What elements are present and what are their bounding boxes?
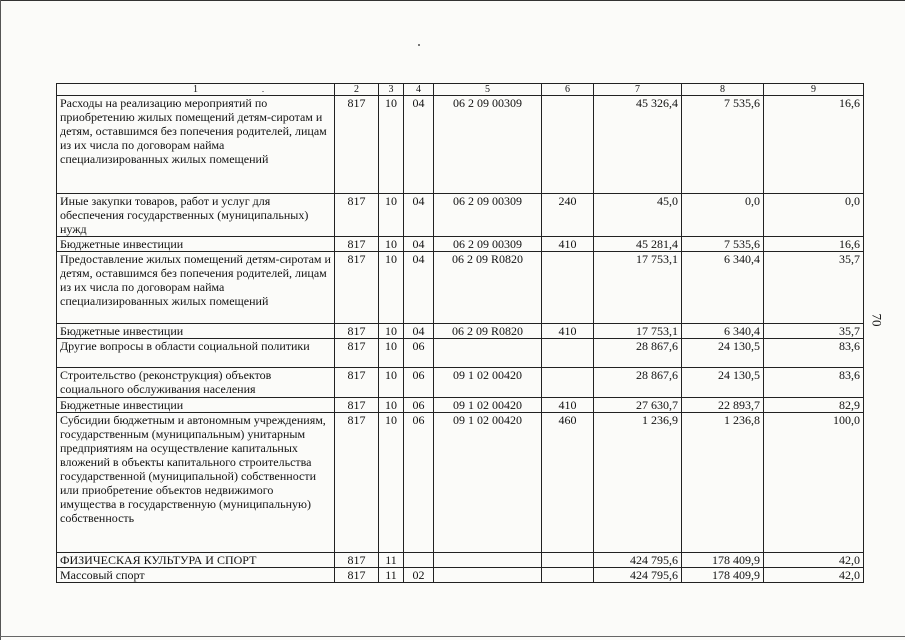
- row-name: Иные закупки товаров, работ и услуг для обеспечения государственных (муниципальных) нужд: [57, 194, 335, 237]
- row-name: Бюджетные инвестиции: [57, 398, 335, 413]
- page-number: 70: [869, 313, 885, 327]
- cell-target-article: 06 2 09 00309: [434, 194, 542, 237]
- cell-section: 10: [379, 413, 404, 553]
- cell-subsection: 06: [404, 368, 434, 398]
- cell-section: 10: [379, 252, 404, 324]
- cell-percent: 100,0: [764, 413, 864, 553]
- cell-expense-type: [542, 96, 594, 194]
- row-name: Субсидии бюджетным и автономным учреждениям, государственным (муниципальным) унитарным предприятиям на осуществление капитальных вложений в объекты капитального строительства государственной (муниципальной) собственности или приобретение объектов недвижимого имущества в государственную (муниципальную) собственность: [57, 413, 335, 553]
- cell-expense-type: [542, 252, 594, 324]
- cell-target-article: [434, 553, 542, 568]
- table-row: [57, 553, 864, 568]
- row-name: Бюджетные инвестиции: [57, 324, 335, 339]
- cell-percent: 0,0: [764, 194, 864, 237]
- cell-actual: 24 130,5: [682, 339, 764, 368]
- cell-plan: 45 281,4: [594, 237, 682, 252]
- cell-section: 10: [379, 194, 404, 237]
- cell-plan: 28 867,6: [594, 339, 682, 368]
- cell-percent: 42,0: [764, 568, 864, 583]
- cell-section: 10: [379, 96, 404, 194]
- cell-admin-code: 817: [335, 413, 379, 553]
- table-header-row: [57, 84, 864, 96]
- cell-actual: 6 340,4: [682, 252, 764, 324]
- cell-subsection: 06: [404, 339, 434, 368]
- cell-percent: 83,6: [764, 339, 864, 368]
- cell-section: 10: [379, 324, 404, 339]
- table-row: [57, 368, 864, 398]
- cell-expense-type: [542, 568, 594, 583]
- cell-percent: 35,7: [764, 252, 864, 324]
- cell-admin-code: 817: [335, 252, 379, 324]
- column-header: 9: [764, 84, 864, 96]
- table-row: [57, 398, 864, 413]
- cell-subsection: 04: [404, 324, 434, 339]
- cell-expense-type: 410: [542, 324, 594, 339]
- cell-percent: 16,6: [764, 237, 864, 252]
- cell-subsection: [404, 553, 434, 568]
- cell-expense-type: [542, 553, 594, 568]
- cell-section: 10: [379, 368, 404, 398]
- cell-admin-code: 817: [335, 553, 379, 568]
- table-row: [57, 324, 864, 339]
- cell-actual: 1 236,8: [682, 413, 764, 553]
- cell-actual: 7 535,6: [682, 96, 764, 194]
- cell-admin-code: 817: [335, 194, 379, 237]
- cell-expense-type: 410: [542, 398, 594, 413]
- budget-table: [56, 83, 864, 583]
- cell-subsection: 04: [404, 237, 434, 252]
- column-header: 6: [542, 84, 594, 96]
- cell-actual: 0,0: [682, 194, 764, 237]
- cell-expense-type: 410: [542, 237, 594, 252]
- table-row: [57, 339, 864, 368]
- cell-plan: 17 753,1: [594, 252, 682, 324]
- cell-percent: 82,9: [764, 398, 864, 413]
- cell-target-article: 09 1 02 00420: [434, 413, 542, 553]
- scan-edge-top: [0, 0, 905, 1]
- row-name: Другие вопросы в области социальной политики: [57, 339, 335, 368]
- cell-expense-type: 460: [542, 413, 594, 553]
- cell-percent: 83,6: [764, 368, 864, 398]
- cell-section: 10: [379, 398, 404, 413]
- table-row: [57, 252, 864, 324]
- cell-plan: 27 630,7: [594, 398, 682, 413]
- cell-percent: 42,0: [764, 553, 864, 568]
- cell-admin-code: 817: [335, 398, 379, 413]
- cell-expense-type: [542, 339, 594, 368]
- cell-target-article: 09 1 02 00420: [434, 398, 542, 413]
- scan-edge-left: [0, 0, 1, 640]
- cell-plan: 45 326,4: [594, 96, 682, 194]
- cell-actual: 22 893,7: [682, 398, 764, 413]
- cell-actual: 6 340,4: [682, 324, 764, 339]
- cell-admin-code: 817: [335, 339, 379, 368]
- table-row: [57, 568, 864, 583]
- cell-plan: 424 795,6: [594, 553, 682, 568]
- cell-subsection: 04: [404, 252, 434, 324]
- cell-subsection: 06: [404, 398, 434, 413]
- column-header: 4: [404, 84, 434, 96]
- cell-admin-code: 817: [335, 324, 379, 339]
- scan-speck: [418, 44, 420, 46]
- cell-plan: 28 867,6: [594, 368, 682, 398]
- cell-actual: 24 130,5: [682, 368, 764, 398]
- cell-percent: 35,7: [764, 324, 864, 339]
- column-header: 3: [379, 84, 404, 96]
- cell-section: 11: [379, 568, 404, 583]
- cell-section: 11: [379, 553, 404, 568]
- cell-subsection: 04: [404, 96, 434, 194]
- cell-plan: 1 236,9: [594, 413, 682, 553]
- column-header: 5: [434, 84, 542, 96]
- cell-section: 10: [379, 339, 404, 368]
- cell-target-article: 06 2 09 00309: [434, 96, 542, 194]
- cell-section: 10: [379, 237, 404, 252]
- cell-plan: 424 795,6: [594, 568, 682, 583]
- cell-actual: 178 409,9: [682, 568, 764, 583]
- cell-target-article: 06 2 09 R0820: [434, 252, 542, 324]
- cell-actual: 178 409,9: [682, 553, 764, 568]
- cell-admin-code: 817: [335, 368, 379, 398]
- column-header: 8: [682, 84, 764, 96]
- cell-target-article: 06 2 09 R0820: [434, 324, 542, 339]
- cell-plan: 17 753,1: [594, 324, 682, 339]
- table-row: [57, 413, 864, 553]
- cell-subsection: 04: [404, 194, 434, 237]
- row-name: Массовый спорт: [57, 568, 335, 583]
- table-row: [57, 194, 864, 237]
- row-name: Строительство (реконструкция) объектов социального обслуживания населения: [57, 368, 335, 398]
- cell-expense-type: 240: [542, 194, 594, 237]
- cell-plan: 45,0: [594, 194, 682, 237]
- cell-admin-code: 817: [335, 96, 379, 194]
- cell-admin-code: 817: [335, 237, 379, 252]
- cell-subsection: 02: [404, 568, 434, 583]
- row-name: ФИЗИЧЕСКАЯ КУЛЬТУРА И СПОРТ: [57, 553, 335, 568]
- cell-target-article: 06 2 09 00309: [434, 237, 542, 252]
- cell-actual: 7 535,6: [682, 237, 764, 252]
- cell-target-article: 09 1 02 00420: [434, 368, 542, 398]
- cell-percent: 16,6: [764, 96, 864, 194]
- cell-subsection: 06: [404, 413, 434, 553]
- column-header: 1: [57, 84, 335, 96]
- cell-target-article: [434, 339, 542, 368]
- cell-expense-type: [542, 368, 594, 398]
- row-name: Расходы на реализацию мероприятий по приобретению жилых помещений детям-сиротам и детям, оставшимся без попечения родителей, лицам из их числа по договорам найма специализированных жилых помещений: [57, 96, 335, 194]
- table-row: [57, 237, 864, 252]
- cell-target-article: [434, 568, 542, 583]
- column-header: 2: [335, 84, 379, 96]
- scan-edge-bottom: [0, 636, 905, 637]
- table-row: [57, 96, 864, 194]
- row-name: Предоставление жилых помещений детям-сиротам и детям, оставшимся без попечения родителей, лицам из их числа по договорам найма специализированных жилых помещений: [57, 252, 335, 324]
- column-header: 7: [594, 84, 682, 96]
- cell-admin-code: 817: [335, 568, 379, 583]
- row-name: Бюджетные инвестиции: [57, 237, 335, 252]
